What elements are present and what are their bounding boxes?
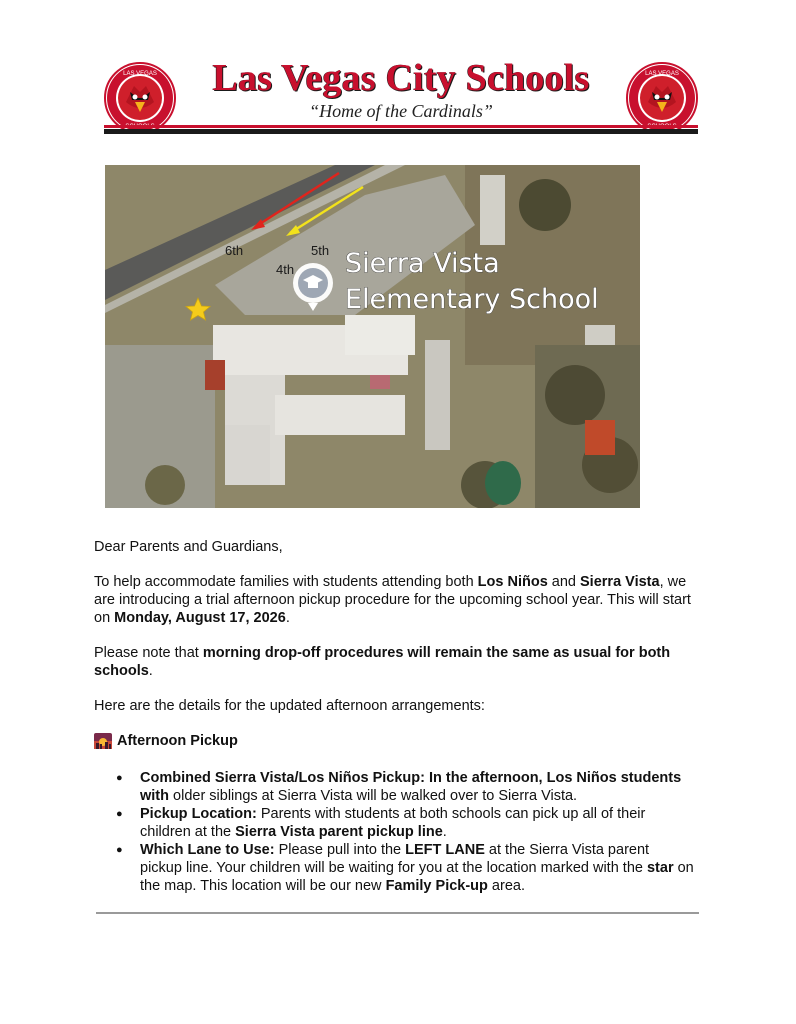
school-los-ninos: Los Niños [477, 574, 548, 590]
list-item-text: at the Sierra Vista parent pickup line. Your children will be waiting for you at the location marked with the [140, 842, 650, 876]
letter-body [94, 538, 694, 895]
list-item-bold: star [646, 860, 674, 876]
footer-divider [96, 912, 699, 914]
intro-text: To help accommodate families with students attending both [94, 574, 478, 590]
lane-label-4th: 4th [276, 262, 295, 277]
list-item [140, 805, 694, 841]
pickup-details-list [94, 769, 694, 895]
section-heading-afternoon-pickup [94, 732, 694, 750]
school-sierra-vista: Sierra Vista [580, 574, 660, 590]
list-item-bold: Combined Sierra Vista/Los Niños Pickup: In the afternoon, Los Niños students with [140, 770, 682, 804]
map-school-name-line2: Elementary School [345, 284, 599, 315]
district-name: Las Vegas City Schools [212, 57, 590, 99]
intro-text: , we are introducing a trial afternoon pickup procedure for the upcoming school year. This will start on [94, 574, 691, 626]
note-text: Please note that [94, 645, 203, 661]
lane-label-6th: 6th [225, 243, 244, 258]
intro-text: and [547, 574, 581, 590]
school-satellite-map [105, 165, 640, 508]
morning-note-emphasis: morning drop-off procedures will remain the same as usual for both schools [94, 645, 671, 679]
intro-text: . [285, 610, 290, 626]
list-item-bold: Pickup Location: [140, 806, 257, 822]
list-item-text: on the map. This location will be our new [140, 860, 694, 894]
list-item-bold: Which Lane to Use: [140, 842, 275, 858]
list-item-text: Parents with students at both schools can pick up all of their children at the [140, 806, 646, 840]
district-tagline: “Home of the Cardinals” [309, 101, 493, 121]
note-text: . [148, 663, 153, 679]
list-item-bold: LEFT LANE [405, 842, 485, 858]
section-heading-text: Afternoon Pickup [117, 733, 238, 749]
header-rule-red [104, 125, 698, 128]
lane-label-5th: 5th [311, 243, 330, 258]
cardinal-seal-left-icon [104, 62, 176, 134]
cardinal-seal-right-icon [626, 62, 698, 134]
details-intro: Here are the details for the updated afternoon arrangements: [94, 698, 485, 714]
list-item-text: older siblings at Sierra Vista will be walked over to Sierra Vista. [169, 788, 578, 804]
list-item-text: area. [487, 878, 525, 894]
morning-note-paragraph [94, 644, 694, 680]
letterhead [104, 56, 698, 136]
list-item-text: . [442, 824, 447, 840]
header-rule-black [104, 129, 698, 134]
list-item [140, 841, 694, 895]
svg-text:LAS VEGAS: LAS VEGAS [645, 71, 679, 77]
intro-paragraph [94, 573, 694, 627]
sunset-icon [94, 733, 112, 749]
list-item [140, 769, 694, 805]
svg-text:LAS VEGAS: LAS VEGAS [123, 71, 157, 77]
greeting: Dear Parents and Guardians, [94, 539, 283, 555]
list-item-text: Please pull into the [274, 842, 406, 858]
start-date: Monday, August 17, 2026 [114, 610, 286, 626]
list-item-bold: Sierra Vista parent pickup line [235, 824, 443, 840]
list-item-bold: Family Pick-up [385, 878, 488, 894]
map-school-name-line1: Sierra Vista [345, 248, 500, 279]
